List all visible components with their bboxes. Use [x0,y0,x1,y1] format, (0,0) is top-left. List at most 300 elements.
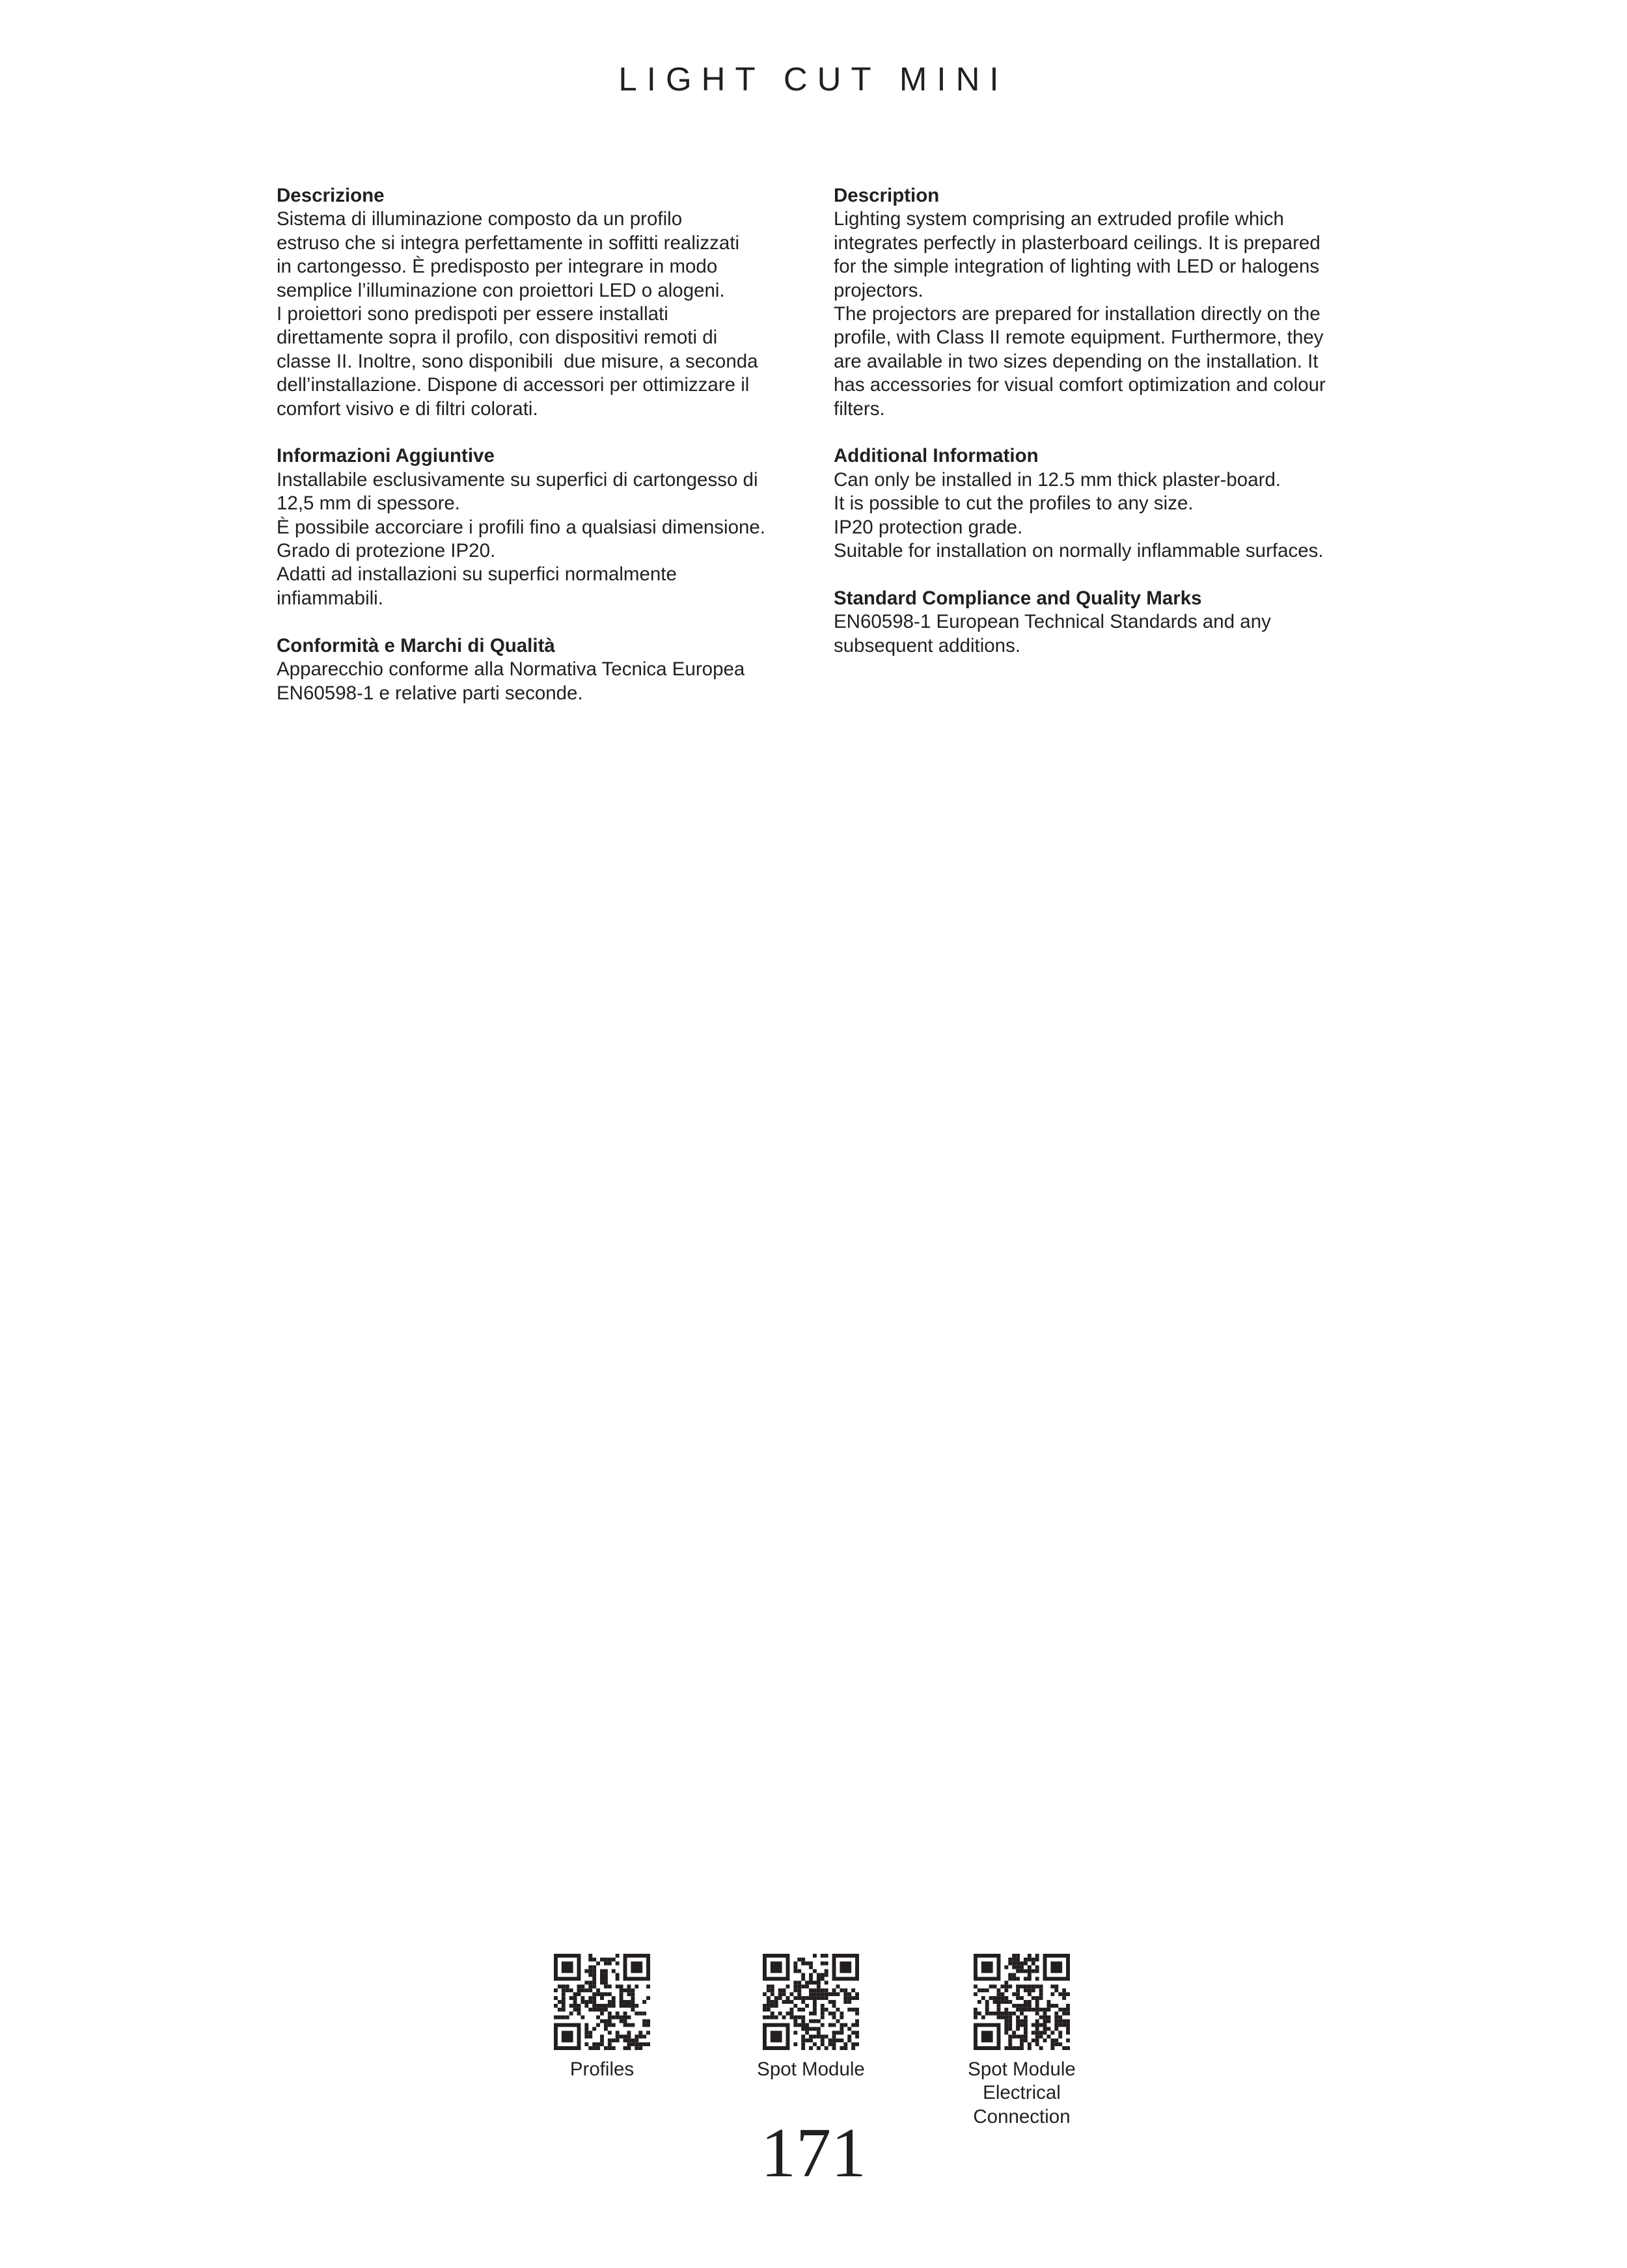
qr-module [847,2000,851,2004]
qr-module [821,2008,825,2012]
qr-module [1035,2019,1039,2023]
qr-module [809,2038,813,2042]
qr-module [809,2034,813,2038]
qr-module [604,1977,608,1981]
text-line: for the simple integration of lighting with LED or halogens [834,256,1320,278]
qr-module [805,1996,809,2000]
section-descrizione [277,184,784,421]
qr-module [627,2023,631,2027]
qr-module [1039,2023,1043,2027]
qr-module [1004,2046,1008,2050]
qr-module [767,2004,771,2008]
text-line: in cartongesso. È predisposto per integrare in modo [277,256,718,278]
qr-module [1032,1969,1035,1973]
qr-module [821,1992,825,1996]
qr-module [1035,2000,1039,2004]
qr-module [1020,2038,1024,2042]
qr-module [588,2000,592,2004]
qr-module [581,1984,584,1988]
qr-module [1024,2008,1028,2012]
qr-module [1004,2012,1008,2016]
qr-module [1004,1984,1008,1988]
qr-module [1058,2031,1062,2034]
qr-module [1020,2012,1024,2016]
qr-module [620,2019,623,2023]
qr-module [778,2012,782,2016]
qr-module [1039,2034,1043,2038]
qr-module [855,2034,859,2038]
qr-module [592,1984,596,1988]
qr-module [1054,2042,1058,2046]
qr-module [1062,2012,1066,2016]
qr-module [1008,2000,1012,2004]
qr-module [592,1965,596,1969]
qr-module [558,2016,562,2019]
qr-module [562,1984,566,1988]
qr-spot-module[interactable] [713,1954,909,2081]
qr-module [1066,2019,1070,2023]
qr-module [825,1973,828,1977]
qr-label-line: Spot Module [757,2059,865,2080]
qr-module [600,1969,604,1973]
qr-module [809,1992,813,1996]
qr-module [635,2004,638,2008]
qr-module [1020,2023,1024,2027]
qr-label [713,2058,909,2081]
qr-module [813,1992,817,1996]
qr-module [1058,2023,1062,2027]
qr-module [1024,2004,1028,2008]
text-line: are available in two sizes depending on the installation. It [834,350,1319,372]
qr-module [577,1988,581,1992]
qr-module [588,1973,592,1977]
qr-module [1016,2004,1020,2008]
qr-module [558,1984,562,1988]
qr-module [813,2012,817,2016]
qr-module [627,2031,631,2034]
text-line: estruso che si integra perfettamente in soffitti realizzati [277,232,740,254]
qr-module [805,2027,809,2031]
qr-module [813,2034,817,2038]
qr-module [631,2042,635,2046]
qr-module [801,2008,805,2012]
qr-module [801,1996,805,2000]
qr-module [782,2016,786,2019]
qr-module [631,2023,635,2027]
qr-module [1012,1958,1016,1962]
qr-module [1016,1954,1020,1958]
text-line: direttamente sopra il profilo, con dispositivi remoti di [277,327,718,349]
qr-module [592,1996,596,2000]
qr-module [1020,1984,1024,1988]
qr-module [631,1996,635,2000]
qr-module [825,1962,828,1965]
qr-module [1024,1977,1028,1981]
qr-spot-module-electrical-connection[interactable] [924,1954,1119,2129]
qr-module [642,2023,646,2027]
section-additional-information [834,444,1341,563]
qr-module [1066,2031,1070,2034]
qr-module [638,2031,642,2034]
qr-module [1016,1996,1020,2000]
qr-module [793,2019,797,2023]
qr-module [797,1984,801,1988]
qr-module [797,2008,801,2012]
qr-module [813,1980,817,1984]
qr-module [843,1992,847,1996]
qr-module [1043,2008,1047,2012]
qr-module [1000,2016,1004,2019]
qr-module [1050,2004,1054,2008]
qr-module [596,1962,600,1965]
qr-module [832,1988,836,1992]
qr-module [997,1988,1001,1992]
qr-module [767,1988,771,1992]
qr-module [1046,2004,1050,2008]
qr-module [771,2012,774,2016]
qr-module [1043,2019,1047,2023]
qr-module [588,1969,592,1973]
qr-module [620,2004,623,2008]
text-line: Apparecchio conforme alla Normativa Tecnica Europea [277,658,745,681]
qr-module [1046,2016,1050,2019]
qr-finder-center [562,1962,573,1973]
qr-module [616,2012,620,2016]
qr-module [608,2023,612,2027]
text-line: Sistema di illuminazione composto da un profilo [277,208,683,230]
text-line: Grado di protezione IP20. [277,540,496,562]
qr-module [851,2031,855,2034]
qr-module [828,2038,832,2042]
qr-module [993,1996,997,2000]
qr-module [584,2027,588,2031]
qr-module [1028,2042,1032,2046]
qr-module [631,1992,635,1996]
qr-module [577,2008,581,2012]
qr-module [627,2042,631,2046]
qr-module [623,2046,627,2050]
qr-module [581,1996,584,2000]
qr-module [1008,2046,1012,2050]
qr-module [612,1996,616,2000]
qr-module [646,2019,650,2023]
qr-module [1004,2000,1008,2004]
qr-module [832,2042,836,2046]
qr-module [588,2046,592,2050]
qr-module [1008,2016,1012,2019]
qr-module [843,2023,847,2027]
qr-module [604,1984,608,1988]
qr-module [577,1992,581,1996]
qr-module [832,2023,836,2027]
text-line: È possibile accorciare i profili fino a qualsiasi dimensione. [277,516,765,538]
qr-module [600,1980,604,1984]
qr-module [600,2042,604,2046]
qr-module [623,1988,627,1992]
qr-module [1004,2023,1008,2027]
qr-module [631,2038,635,2042]
qr-module [801,2038,805,2042]
qr-module [813,2042,817,2046]
qr-profiles[interactable] [504,1954,700,2081]
qr-module [588,1954,592,1958]
qr-module [821,1973,825,1977]
qr-module [1012,1962,1016,1965]
qr-module [1016,2019,1020,2023]
qr-module [851,2046,855,2050]
qr-module [642,2000,646,2004]
qr-module [797,1996,801,2000]
qr-module [997,2012,1001,2016]
qr-module [1004,2031,1008,2034]
qr-module [600,1977,604,1981]
qr-module [577,2004,581,2008]
qr-module [817,1984,821,1988]
qr-module [1028,1984,1032,1988]
qr-module [1004,2027,1008,2031]
qr-module [592,2046,596,2050]
qr-module [821,2034,825,2038]
qr-module [1054,1984,1058,1988]
qr-module [616,2016,620,2019]
qr-module [1024,1969,1028,1973]
qr-module [1024,1988,1028,1992]
qr-module [592,1977,596,1981]
qr-module [638,2034,642,2038]
qr-module [821,1977,825,1981]
qr-module [1000,1996,1004,2000]
qr-module [604,2046,608,2050]
qr-module [596,1992,600,1996]
qr-module [600,2038,604,2042]
qr-module [1032,1962,1035,1965]
qr-module [588,1984,592,1988]
qr-module [608,2004,612,2008]
qr-module [985,2004,989,2008]
text-line: 12,5 mm di spessore. [277,493,461,515]
qr-module [817,1996,821,2000]
qr-module [782,1992,786,1996]
qr-module [1066,2046,1070,2050]
qr-module [554,1988,558,1992]
qr-module [778,1996,782,2000]
qr-module [631,2008,635,2012]
qr-module [616,2038,620,2042]
qr-module [1039,1992,1043,1996]
qr-module [797,2023,801,2027]
qr-module [1066,2027,1070,2031]
qr-module [612,2038,616,2042]
qr-module [608,2031,612,2034]
qr-module [608,2042,612,2046]
qr-module [855,2042,859,2046]
qr-module [840,1988,843,1992]
qr-module [1004,1996,1008,2000]
qr-module [1035,2031,1039,2034]
qr-module [836,2031,840,2034]
qr-module [642,2019,646,2023]
qr-module [620,1996,623,2000]
qr-module [1035,1969,1039,1973]
qr-module [604,2023,608,2027]
qr-module [793,1980,797,1984]
qr-module [821,1988,825,1992]
qr-module [1058,2034,1062,2038]
qr-module [771,1988,774,1992]
qr-module [1043,2016,1047,2019]
qr-module [989,1984,993,1988]
qr-module [1035,2008,1039,2012]
qr-module [569,1988,573,1992]
qr-module [642,2042,646,2046]
qr-module [573,1996,577,2000]
qr-module [1050,2038,1054,2042]
qr-module [1046,2034,1050,2038]
qr-module [847,1992,851,1996]
qr-module [592,2004,596,2008]
qr-module [847,2034,851,2038]
qr-module [616,1962,620,1965]
qr-module [1035,2023,1039,2027]
qr-module [851,2008,855,2012]
qr-module [616,1954,620,1958]
qr-module [809,2046,813,2050]
qr-module [1032,2031,1035,2034]
qr-module [1016,2016,1020,2019]
qr-module [978,2000,981,2004]
qr-module [840,2023,843,2027]
qr-module [840,2027,843,2031]
qr-module [797,1988,801,1992]
qr-module [1004,1988,1008,1992]
qr-module [1028,1958,1032,1962]
qr-module [1058,1992,1062,1996]
qr-module [588,2008,592,2012]
qr-module [855,2008,859,2012]
qr-module [843,1988,847,1992]
text-line: comfort visivo e di filtri colorati. [277,398,538,420]
qr-module [1020,1996,1024,2000]
qr-module [1004,1965,1008,1969]
qr-module [646,1984,650,1988]
qr-module [985,2012,989,2016]
qr-module [974,2016,978,2019]
qr-module [1028,1988,1032,1992]
qr-module [801,2046,805,2050]
text-line: projectors. [834,279,923,301]
qr-module [832,2012,836,2016]
qr-module [592,1980,596,1984]
qr-module [627,1984,631,1988]
qr-module [600,2019,604,2023]
qr-module [793,1969,797,1973]
qr-module [1024,2031,1028,2034]
qr-module [847,2027,851,2031]
qr-module [646,2031,650,2034]
qr-module [584,2031,588,2034]
qr-module [635,2042,638,2046]
qr-module [646,2023,650,2027]
qr-module [821,2023,825,2027]
qr-module [793,1988,797,1992]
qr-module [588,1958,592,1962]
qr-module [767,2008,771,2012]
qr-code-icon[interactable] [554,1954,650,2050]
qr-module [592,1992,596,1996]
qr-module [566,1984,569,1988]
qr-module [1000,1984,1004,1988]
qr-module [592,1958,596,1962]
qr-module [832,1992,836,1996]
qr-module [627,2046,631,2050]
qr-module [627,2038,631,2042]
qr-module [1062,2023,1066,2027]
qr-module [836,1984,840,1988]
qr-module [584,2023,588,2027]
qr-module [1024,2016,1028,2019]
qr-module [600,1973,604,1977]
qr-module [616,1984,620,1988]
qr-module [836,2019,840,2023]
qr-module [843,1996,847,2000]
qr-module [623,2023,627,2027]
qr-module [592,2008,596,2012]
qr-module [1012,1954,1016,1958]
qr-module [1008,1973,1012,1977]
qr-module [581,2016,584,2019]
qr-module [635,2046,638,2050]
qr-module [774,2016,778,2019]
qr-module [1058,2016,1062,2019]
qr-module [1054,2012,1058,2016]
text-line: The projectors are prepared for installation directly on the [834,303,1320,325]
qr-module [600,1958,604,1962]
qr-module [1050,2042,1054,2046]
qr-module [623,2038,627,2042]
qr-module [1020,1965,1024,1969]
qr-module [985,1988,989,1992]
qr-module [797,2016,801,2019]
qr-module [828,2000,832,2004]
italian-column [277,184,784,729]
qr-module [592,2027,596,2031]
qr-module [592,2000,596,2004]
text-line: integrates perfectly in plasterboard ceilings. It is prepared [834,232,1320,254]
qr-module [997,1992,1001,1996]
qr-module [793,1962,797,1965]
qr-module [989,1996,993,2000]
qr-code-icon[interactable] [763,1954,859,2050]
qr-module [562,1992,566,1996]
qr-module [817,2031,821,2034]
qr-module [786,2000,790,2004]
qr-module [1035,1958,1039,1962]
qr-module [635,2034,638,2038]
qr-module [840,2012,843,2016]
qr-module [801,2000,805,2004]
qr-module [1028,2004,1032,2008]
qr-module [596,2023,600,2027]
qr-module [1016,1984,1020,1988]
qr-module [1054,2027,1058,2031]
qr-module [789,2008,793,2012]
qr-code-icon[interactable] [974,1954,1070,2050]
qr-module [1024,2019,1028,2023]
qr-module [997,2004,1001,2008]
qr-module [817,2019,821,2023]
qr-module [786,2012,790,2016]
qr-module [1058,2008,1062,2012]
